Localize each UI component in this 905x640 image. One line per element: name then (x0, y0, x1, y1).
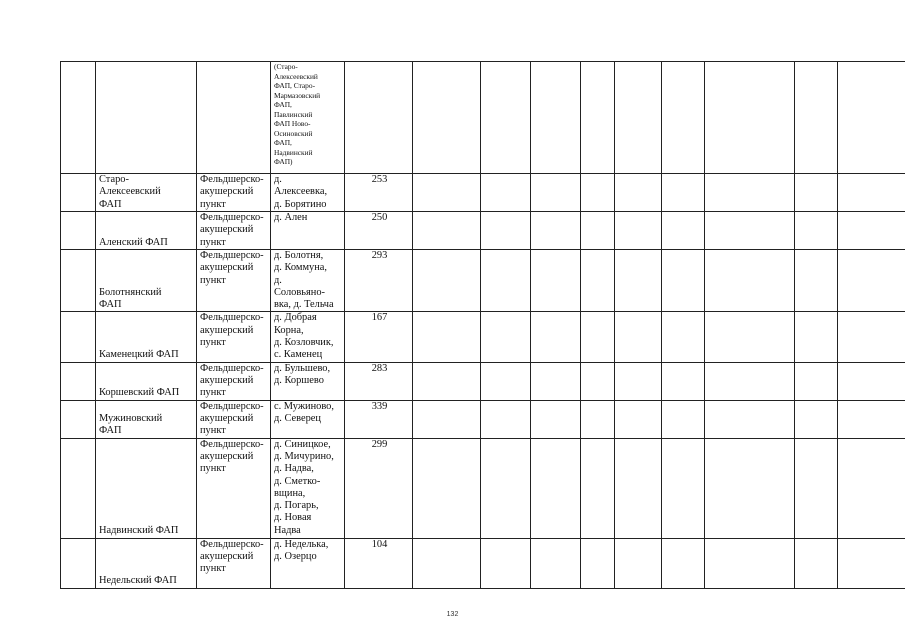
cell-empty (413, 212, 481, 250)
cell-empty (481, 438, 531, 538)
cell-num (61, 212, 96, 250)
cell-settlements: д. Болотня, д. Коммуна, д. Соловьяно- вка, д. Тельча (271, 250, 345, 312)
cell-empty (662, 62, 705, 174)
cell-empty (795, 438, 838, 538)
cell-empty (705, 62, 795, 174)
cell-population: 253 (345, 174, 413, 212)
table-row (61, 312, 905, 362)
cell-empty (615, 62, 662, 174)
cell-empty (615, 538, 662, 588)
cell-type: Фельдшерско- акушерский пункт (197, 312, 271, 362)
cell-empty (581, 538, 615, 588)
cell-empty (615, 362, 662, 400)
cell-empty (705, 250, 795, 312)
cell-empty (705, 538, 795, 588)
cell-population: 250 (345, 212, 413, 250)
cell-settlements: (Старо- Алексеевский ФАП, Старо- Мармазовский ФАП, Павлинский ФАП Ново- Осиновский ФАП, Надвинский ФАП) (271, 62, 345, 174)
table-row (61, 174, 905, 212)
cell-empty (481, 362, 531, 400)
cell-population: 104 (345, 538, 413, 588)
cell-name (96, 62, 197, 174)
cell-empty (413, 62, 481, 174)
cell-settlements: д. Синицкое, д. Мичурино, д. Надва, д. Сметко- вщина, д. Погарь, д. Новая Надва (271, 438, 345, 538)
cell-empty (615, 438, 662, 538)
cell-empty (615, 312, 662, 362)
cell-empty (615, 400, 662, 438)
cell-name: Болотнянский ФАП (96, 250, 197, 312)
cell-num (61, 312, 96, 362)
cell-empty (795, 400, 838, 438)
cell-empty (481, 400, 531, 438)
cell-empty (795, 538, 838, 588)
cell-empty (662, 538, 705, 588)
cell-empty (481, 538, 531, 588)
cell-empty (838, 362, 905, 400)
table-row (61, 400, 905, 438)
cell-empty (795, 250, 838, 312)
cell-empty (705, 174, 795, 212)
cell-empty (481, 250, 531, 312)
cell-empty (838, 400, 905, 438)
fap-table (60, 61, 905, 589)
cell-empty (838, 438, 905, 538)
cell-type: Фельдшерско- акушерский пункт (197, 212, 271, 250)
cell-num (61, 62, 96, 174)
cell-population: 339 (345, 400, 413, 438)
cell-empty (581, 174, 615, 212)
cell-settlements: д. Ален (271, 212, 345, 250)
cell-population: 293 (345, 250, 413, 312)
cell-population (345, 62, 413, 174)
cell-empty (531, 62, 581, 174)
cell-empty (662, 250, 705, 312)
table-body (61, 62, 905, 589)
cell-num (61, 538, 96, 588)
cell-empty (481, 312, 531, 362)
cell-type: Фельдшерско- акушерский пункт (197, 174, 271, 212)
table-row (61, 250, 905, 312)
table-row (61, 212, 905, 250)
cell-empty (413, 438, 481, 538)
cell-settlements: д. Неделька, д. Озерцо (271, 538, 345, 588)
cell-empty (531, 312, 581, 362)
cell-num (61, 438, 96, 538)
cell-empty (838, 538, 905, 588)
cell-empty (662, 362, 705, 400)
cell-empty (838, 250, 905, 312)
cell-num (61, 362, 96, 400)
cell-type: Фельдшерско- акушерский пункт (197, 538, 271, 588)
cell-name: Каменецкий ФАП (96, 312, 197, 362)
cell-empty (705, 362, 795, 400)
cell-empty (531, 538, 581, 588)
cell-empty (795, 212, 838, 250)
page-number: 132 (446, 611, 459, 618)
cell-empty (838, 312, 905, 362)
cell-name: Старо- Алексеевский ФАП (96, 174, 197, 212)
cell-empty (662, 174, 705, 212)
cell-name: Аленский ФАП (96, 212, 197, 250)
cell-empty (662, 438, 705, 538)
cell-empty (581, 438, 615, 538)
cell-num (61, 174, 96, 212)
cell-settlements: д. Добрая Корна, д. Козловчик, с. Каменец (271, 312, 345, 362)
cell-name: Мужиновский ФАП (96, 400, 197, 438)
cell-empty (481, 174, 531, 212)
cell-population: 283 (345, 362, 413, 400)
cell-empty (581, 212, 615, 250)
cell-empty (795, 362, 838, 400)
cell-empty (531, 174, 581, 212)
cell-name: Недельский ФАП (96, 538, 197, 588)
cell-empty (531, 250, 581, 312)
table-row (61, 538, 905, 588)
cell-settlements: с. Мужиново, д. Северец (271, 400, 345, 438)
cell-empty (413, 538, 481, 588)
cell-empty (615, 250, 662, 312)
cell-empty (581, 250, 615, 312)
cell-empty (581, 62, 615, 174)
cell-type: Фельдшерско- акушерский пункт (197, 250, 271, 312)
cell-empty (581, 312, 615, 362)
cell-empty (662, 312, 705, 362)
cell-empty (795, 62, 838, 174)
cell-population: 299 (345, 438, 413, 538)
table-row (61, 438, 905, 538)
cell-empty (795, 174, 838, 212)
cell-settlements: д. Бульшево, д. Коршево (271, 362, 345, 400)
cell-empty (531, 400, 581, 438)
cell-empty (662, 400, 705, 438)
cell-empty (615, 174, 662, 212)
cell-empty (481, 212, 531, 250)
cell-empty (795, 312, 838, 362)
cell-num (61, 400, 96, 438)
cell-empty (413, 174, 481, 212)
cell-empty (615, 212, 662, 250)
cell-type (197, 62, 271, 174)
table-row (61, 362, 905, 400)
cell-empty (531, 438, 581, 538)
cell-name: Коршевский ФАП (96, 362, 197, 400)
cell-settlements: д. Алексеевка, д. Борятино (271, 174, 345, 212)
cell-empty (413, 362, 481, 400)
cell-empty (705, 312, 795, 362)
cell-empty (838, 174, 905, 212)
cell-type: Фельдшерско- акушерский пункт (197, 362, 271, 400)
cell-empty (705, 438, 795, 538)
cell-empty (705, 400, 795, 438)
cell-empty (531, 212, 581, 250)
cell-empty (838, 62, 905, 174)
cell-empty (531, 362, 581, 400)
cell-empty (705, 212, 795, 250)
cell-empty (413, 312, 481, 362)
cell-empty (581, 362, 615, 400)
cell-type: Фельдшерско- акушерский пункт (197, 438, 271, 538)
cell-empty (838, 212, 905, 250)
cell-empty (581, 400, 615, 438)
cell-empty (413, 250, 481, 312)
cell-population: 167 (345, 312, 413, 362)
cell-empty (662, 212, 705, 250)
cell-num (61, 250, 96, 312)
cell-type: Фельдшерско- акушерский пункт (197, 400, 271, 438)
table-row-header-continuation (61, 62, 905, 174)
cell-empty (481, 62, 531, 174)
cell-empty (413, 400, 481, 438)
cell-name: Надвинский ФАП (96, 438, 197, 538)
